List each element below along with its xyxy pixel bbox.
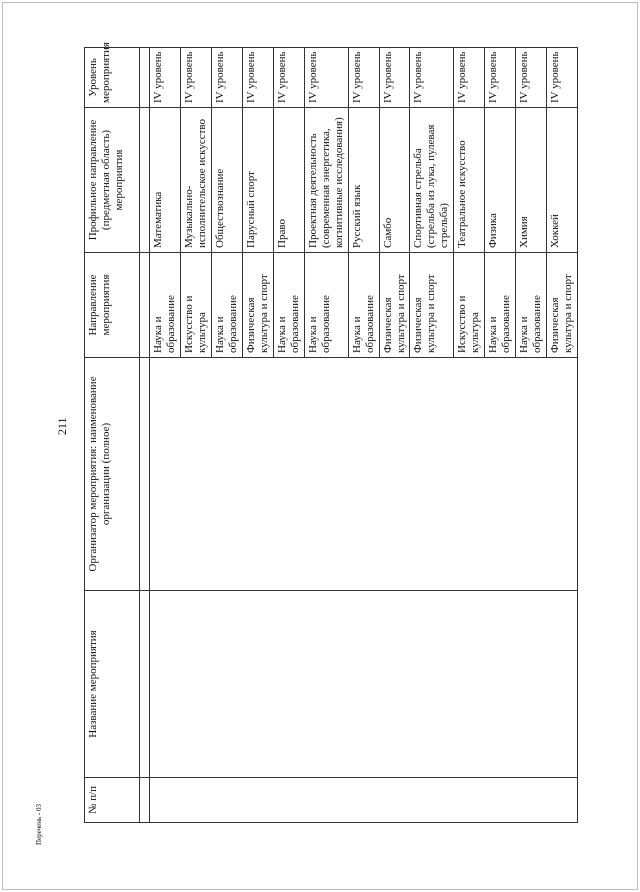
direction-cell: Наука и образование [485, 253, 516, 358]
page-number: 211 [55, 417, 69, 435]
profile-cell: Парусный спорт [242, 108, 273, 253]
profile-cell: Русский язык [348, 108, 379, 253]
table-body [140, 48, 578, 823]
level-cell: IV уровень [150, 48, 181, 108]
table-header-row [85, 48, 140, 823]
level-cell: IV уровень [410, 48, 454, 108]
direction-cell: Наука и образование [516, 253, 547, 358]
level-cell: IV уровень [379, 48, 410, 108]
profile-cell: Театральное искусство [454, 108, 485, 253]
level-cell: IV уровень [180, 48, 211, 108]
spacer-cell [140, 48, 150, 108]
direction-cell: Физическая культура и спорт [379, 253, 410, 358]
spacer-cell [140, 108, 150, 253]
footer-label: Перечень - 03 [35, 804, 43, 845]
level-cell: IV уровень [454, 48, 485, 108]
number-cell [150, 778, 578, 823]
header-number: № п/п [85, 778, 140, 823]
organizer-cell [150, 358, 578, 591]
level-cell: IV уровень [211, 48, 242, 108]
spacer-cell [140, 358, 150, 591]
table-row [150, 48, 181, 823]
direction-cell: Наука и образование [150, 253, 181, 358]
profile-cell: Обществознание [211, 108, 242, 253]
direction-cell: Наука и образование [211, 253, 242, 358]
direction-cell: Физическая культура и спорт [410, 253, 454, 358]
header-event-name: Название мероприятия [85, 591, 140, 778]
level-cell: IV уровень [516, 48, 547, 108]
header-organizer: Организатор мероприятия: наименование организации (полное) [85, 358, 140, 591]
table-spacer-row [140, 48, 150, 823]
profile-cell: Право [273, 108, 304, 253]
profile-cell: Проектная деятельность (современная энергетика, когнитивные исследования) [304, 108, 348, 253]
spacer-cell [140, 591, 150, 778]
direction-cell: Физическая культура и спорт [242, 253, 273, 358]
header-direction: Направление мероприятия [85, 253, 140, 358]
profile-cell: Химия [516, 108, 547, 253]
spacer-cell [140, 778, 150, 823]
events-table [84, 42, 578, 823]
direction-cell: Искусство и культура [180, 253, 211, 358]
spacer-cell [140, 253, 150, 358]
profile-cell: Хоккей [547, 108, 578, 253]
event-name-cell [150, 591, 578, 778]
profile-cell: Спортивная стрельба (стрельба из лука, пулевая стрельба) [410, 108, 454, 253]
direction-cell: Наука и образование [304, 253, 348, 358]
profile-cell: Математика [150, 108, 181, 253]
level-cell: IV уровень [547, 48, 578, 108]
direction-cell: Физическая культура и спорт [547, 253, 578, 358]
level-cell: IV уровень [304, 48, 348, 108]
level-cell: IV уровень [348, 48, 379, 108]
header-profile: Профильное направление (предметная область) мероприятия [85, 108, 140, 253]
header-level: Уровень мероприятия [85, 48, 140, 108]
direction-cell: Наука и образование [348, 253, 379, 358]
direction-cell: Наука и образование [273, 253, 304, 358]
level-cell: IV уровень [242, 48, 273, 108]
profile-cell: Самбо [379, 108, 410, 253]
profile-cell: Музыкально-исполнительское искусство [180, 108, 211, 253]
level-cell: IV уровень [485, 48, 516, 108]
direction-cell: Искусство и культура [454, 253, 485, 358]
profile-cell: Физика [485, 108, 516, 253]
level-cell: IV уровень [273, 48, 304, 108]
rotated-table-container [84, 42, 575, 823]
